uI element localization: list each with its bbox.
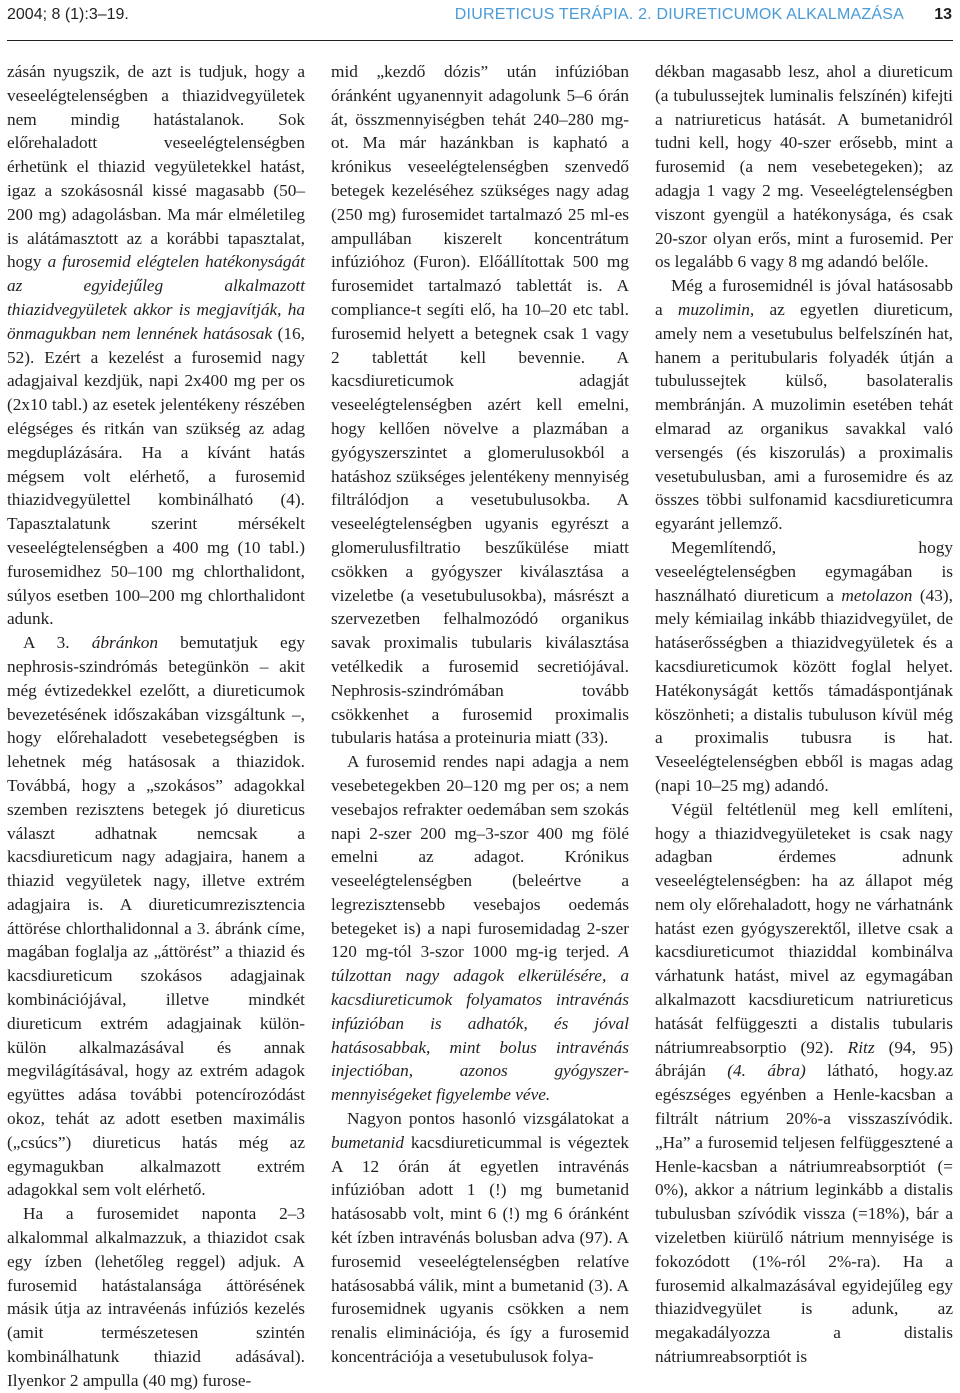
emphasized-text: ábránkon <box>91 633 159 653</box>
emphasized-text: muzolimin, <box>677 299 755 319</box>
paragraph <box>655 798 953 1369</box>
paragraph <box>7 60 305 631</box>
paragraph <box>331 750 629 1107</box>
paragraph <box>331 60 629 750</box>
text-run: mid „kezdő dózis” után infúzióban óránként ugyanennyit adagolunk 5–6 órán át, összmennyiségben tehát 240–280 mg-ot. Ma már hazánkban is kapható a krónikus veseelégtelenségben szenvedő betegek kezeléséhez szükséges nagy adag (250 mg) furosemidet tartalmazó 25 ml-es ampullában kiszerelt koncentrátum infúzióhoz (Furon). Előállítottak 500 mg furosemidet tartalmazó tablettát is. A compliance-t segíti elő, ha 10–20 etc tabl. furosemid helyett a betegnek csak 1 vagy 2 tablettát kell bevennie. A kacsdiureticumok adagját veseelégtelenségben azért kell emelni, hogy kellően növelve a plazmában a gyógyszerszintet a glomerulusokból a hatáshoz szükséges jelentékeny mennyiség filtrálódjon a vesetubulusokba. A veseelégtelenségben ugyanis egyrészt a glomerulusfiltratio beszűkülése miatt csökken a gyógyszer kiválasztása a vizeletbe (a vesetubulusokba), másrészt a szervezetben felhalmozódó organikus savak proximalis tubularis kiválasztása vetélkedik a furosemid secretiójával. Nephrosis-szindrómában tovább csökkenhet a furosemid proximalis tubularis hatása a proteinuria miatt (33). <box>331 62 629 748</box>
text-run: zásán nyugszik, de azt is tudjuk, hogy a veseelégtelenségben a thiazidvegyületek nem mindig hatástalanok. Sok előrehaladott veseelégtelenségben érhetünk el thiazid vegyületekkel hatást, igaz a szokásosnál kissé magasabb (50–200 mg) adagolásban. Ma már elméletileg is alátámasztott az a korábbi tapasztalat, hogy <box>7 62 305 272</box>
running-header <box>0 0 960 44</box>
paragraph <box>655 60 953 274</box>
emphasized-text: Ritz <box>847 1037 875 1057</box>
header-rule <box>7 40 953 41</box>
text-run: (43), mely kémiailag inkább thiazidvegyület, de hatáserősségben a thiazidvegyületek és a kacsdiureticumok között foglal helyet. Hatékonyságát kettős támadáspontjának köszönheti; a distalis tubuluson kívül még a proximalis tubusra is hat. Veseelégtelenségben ebből is magas adag (napi 10–25 mg) adandó. <box>655 585 953 795</box>
text-run: Nagyon pontos hasonló vizsgálatokat a <box>347 1109 629 1129</box>
text-run: dékban magasabb lesz, ahol a diureticum (a tubulussejtek luminalis felszínén) kifejti a natriureticus hatását. A bumetanidról tudni kell, hogy 40-szer erősebb, mint a furosemid (a nem vesebetegeken); az adagja 1 vagy 2 mg. Veseelégtelenségben viszont gyengül a hatékonysága, és csak 20-szor olyan erős, mint a furosemid. Per os legalább 6 vagy 8 mg adandó belőle. <box>655 62 953 272</box>
paragraph <box>655 274 953 536</box>
text-run: Ha a furosemidet naponta 2–3 alkalommal alkalmazzuk, a thiazidot csak egy ízben (lehetőleg reggel) adjuk. A furosemid hatástalansága áttörésének másik útja az intravéenás infúziós kezelés (amit természetesen szintén kombinálhatunk thiazid adásával). Ilyenkor 2 ampulla (40 mg) furose- <box>7 1204 305 1390</box>
paragraph <box>655 536 953 798</box>
emphasized-text: A túlzottan nagy adagok elkerülésére, a kacsdiureticumok folyamatos intravénás infúzióban is adhatók, és jóval hatásosabbak, mint bolus intravénás injectióban, azonos gyógyszer-mennyiségeket figyelembe véve. <box>331 942 629 1105</box>
emphasized-text: (4. ábra) <box>727 1061 806 1081</box>
text-run: (16, 52). Ezért a kezelést a furosemid nagy adagjaival kezdjük, napi 2x400 mg per os (2x10 tabl.) az esetek jelentékeny részében elégséges és ritkán van szükség az adag megduplázására. Ha a kívánt hatás mégsem volt elérhető, a furosemid thiazidvegyülettel kombinálható (4). Tapasztalatunk szerint mérsékelt veseelégtelenségben a 400 mg (10 tabl.) furosemidhez 50–100 mg chlorthalidont, súlyos esetben 100–200 mg chlorthalidont adunk. <box>7 323 305 629</box>
paragraph <box>7 631 305 1202</box>
emphasized-text: metolazon <box>841 585 913 605</box>
text-run: A furosemid rendes napi adagja a nem vesebetegekben 20–120 mg per os; a nem vesebajos refrakter oedemában sem szokás napi 2-szer 200 mg–3-szor 400 mg fölé emelni az adagot. Krónikus veseelégtelenségben (beleértve a legrezisztensebb vesebajos oedemás betegeket is) a napi furosemidadag 2-szer 120 mg-tól 3-szor 1000 mg-ig terjed. <box>331 752 629 962</box>
paragraph <box>7 1202 305 1392</box>
text-run: bemutatjuk egy nephrosis-szindrómás betegünkön – akit még évtizedekkel ezelőtt, a diureticumok bevezetésének időszakában vizsgáltunk –, hogy előrehaladott vesebetegségben is lehetnek még hatásosak a thiazidok. Továbbá, hogy a „szokásos” adagokkal szemben rezisztens betegek jó diureticus választ adhatnak nemcsak a kacsdiureticum nagy adagjaira, hanem a thiazid vegyületek nagy, illetve extrém adagjaira is. A diureticumrezisztencia áttörése chlorthalidonnal a 3. ábránk címe, magában foglalja az „áttörést” a thiazid és kacsdiureticum szokásos adagjainak kombinációjával, illetve mindkét diureticum extrém adagjainak külön- külön alkalmazásával és annak megvilágításával, hogy az extrém adagok együttes adása további potencírozódást okoz, tehát az adott esetben maximális („csúcs”) diureticus hatás még az egymagukban alkalmazott extrém adagokkal sem volt elérhető. <box>7 633 305 1200</box>
journal-citation: 2004; 8 (1):3–19. <box>7 6 129 23</box>
emphasized-text: bumetanid <box>331 1132 404 1152</box>
page-number: 13 <box>934 6 952 23</box>
text-run: Megemlítendő, hogy veseelégtelenségben egymagában is használható diureticum a <box>655 537 953 605</box>
text-run: kacsdiureticummal is végeztek A 12 órán át egyetlen intravénás infúzióban adott 1 (!) mg bumetanid hatásosabb volt, mint 6 (!) mg 6 óránként két ízben intravénás bolusban adva (97). A furosemid veseelégtelenségben relatíve hatásosabbá válik, mint a bumetanid (3). A furosemidnek ugyanis csökken a nem renalis eliminációja, és így a furosemid koncentrációja a vesetubulusok folya- <box>331 1132 629 1367</box>
text-column-2 <box>331 60 629 1367</box>
text-run: (94, 95) ábráján <box>655 1037 953 1081</box>
text-column-3 <box>655 60 953 1367</box>
text-run: Még a furosemidnél is jóval hatásosabb a <box>655 276 953 319</box>
text-run: A 3. <box>23 633 92 653</box>
text-run: látható, hogy.az egészséges egyénben a Henle-kacsban a filtrált nátrium 20%-a visszaszívódik. „Ha” a furosemid teljesen felfüggesztené a Henle-kacsban a nátriumreabsorptiót (= 0%), akkor a nátrium leginkább a distalis tubulusban szívódik vissza (=18%), bár a vizeletben kiürülő nátrium mennyisége is fokozódott (1%-ról 2%-ra). Ha a furosemid alkalmazásával egyidejűleg egy thiazidvegyület is adunk, az megakadályozza a distalis nátriumreabsorptiót is <box>655 1061 953 1367</box>
paragraph <box>331 1107 629 1369</box>
emphasized-text: a furosemid elégtelen hatékonyságát az egyidejűleg alkalmazott thiazidvegyületek akkor is megjavítják, ha önmagukban nem lennének hatásosak <box>7 252 305 343</box>
text-run: Végül feltétlenül meg kell említeni, hogy a thiazidvegyületeket is csak nagy adagban érdemes adnunk veseelégtelenségben: ha az állapot még nem oly előrehaladott, hogy ne várhatnánk hatást ezen gyógyszerektől, illetve csak a kacsdiureticumot thiaziddal kombinálva várhatunk hatást, mivel az egymagában alkalmazott kacsdiureticum natriureticus hatását felfüggeszti a distalis tubularis nátriumreabsorptio (92). <box>655 799 953 1057</box>
text-column-1 <box>7 60 305 1390</box>
text-run: az egyetlen diureticum, amely nem a vesetubulus belfelszínén hat, hanem a peritubularis folyadék útján a tubulussejtek külső, basolateralis membránján. A muzolimin esetében tehát elmarad az organikus savakkal való versengés (és kiszorulás) a proximalis vesetubulusban, ami a furosemidre és az összes többi sulfonamid kacsdiureticumra egyaránt jellemző. <box>655 299 953 534</box>
section-title: DIURETICUS TERÁPIA. 2. DIURETICUMOK ALKALMAZÁSA <box>454 6 904 23</box>
